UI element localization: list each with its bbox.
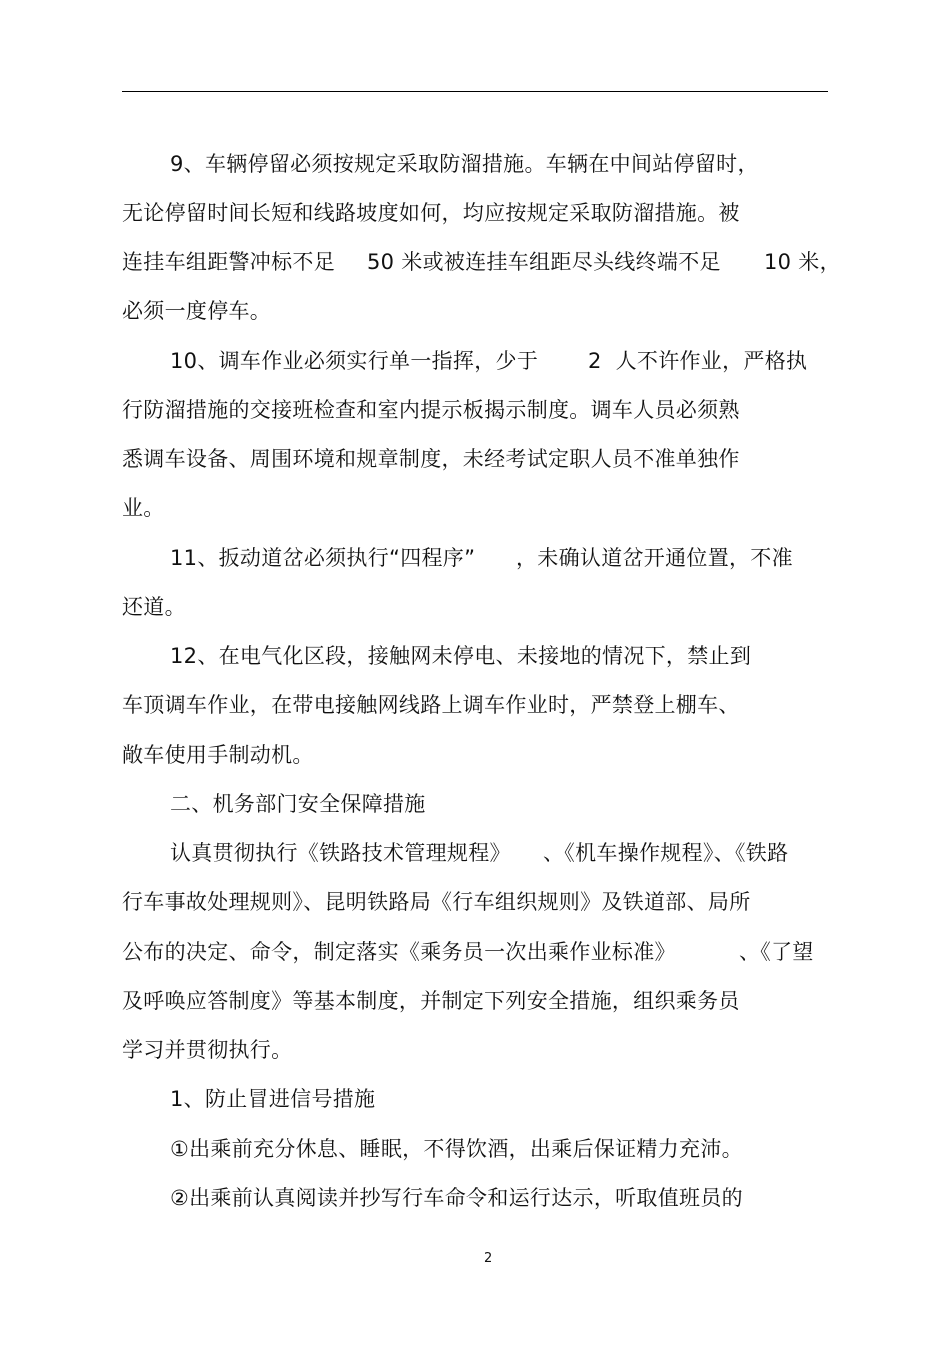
text-line: ①出乘前充分休息、睡眠，不得饮酒，出乘后保证精力充沛。 <box>170 1137 743 1161</box>
text-line: 10 米， <box>764 250 841 274</box>
subsection-heading: 1、防止冒进信号措施 <box>170 1087 376 1111</box>
section-heading: 二、机务部门安全保障措施 <box>170 792 426 816</box>
text-line: 、《了望 <box>739 940 814 964</box>
text-line: 敞车使用手制动机。 <box>122 743 314 767</box>
text-line: 认真贯彻执行《铁路技术管理规程》 <box>170 841 511 865</box>
header-rule <box>122 91 828 92</box>
text-line: 行防溜措施的交接班检查和室内提示板揭示制度。调车人员必须熟 <box>122 398 740 422</box>
text-line: 50 米或被连挂车组距尽头线终端不足 <box>367 250 721 274</box>
text-line: 车顶调车作业，在带电接触网线路上调车作业时，严禁登上棚车、 <box>122 693 740 717</box>
text-line: 12、在电气化区段，接触网未停电、未接地的情况下，禁止到 <box>170 644 752 668</box>
text-line: 行车事故处理规则》、昆明铁路局《行车组织规则》及铁道部、局所 <box>122 890 751 914</box>
text-line: 业。 <box>122 496 165 520</box>
text-line: 公布的决定、命令，制定落实《乘务员一次出乘作业标准》 <box>122 940 676 964</box>
text-line: 及呼唤应答制度》等基本制度，并制定下列安全措施，组织乘务员 <box>122 989 740 1013</box>
text-line: 9、车辆停留必须按规定采取防溜措施。车辆在中间站停留时， <box>170 152 759 176</box>
text-line: 10、调车作业必须实行单一指挥，少于 <box>170 349 539 373</box>
page-number: 2 <box>484 1251 493 1266</box>
text-line: 还道。 <box>122 595 186 619</box>
text-line: ，未确认道岔开通位置，不准 <box>516 546 793 570</box>
text-line: 、《机车操作规程》、《铁路 <box>543 841 789 865</box>
text-line: 11、扳动道岔必须执行“四程序” <box>170 546 476 570</box>
text-line: 连挂车组距警冲标不足 <box>122 250 335 274</box>
text-line: 必须一度停车。 <box>122 299 272 323</box>
text-line: 学习并贯彻执行。 <box>122 1038 293 1062</box>
text-line: 2 人不许作业，严格执 <box>588 349 808 373</box>
text-line: ②出乘前认真阅读并抄写行车命令和运行达示，听取值班员的 <box>170 1186 743 1210</box>
text-line: 悉调车设备、周围环境和规章制度，未经考试定职人员不准单独作 <box>122 447 740 471</box>
text-line: 无论停留时间长短和线路坡度如何，均应按规定采取防溜措施。被 <box>122 201 740 225</box>
